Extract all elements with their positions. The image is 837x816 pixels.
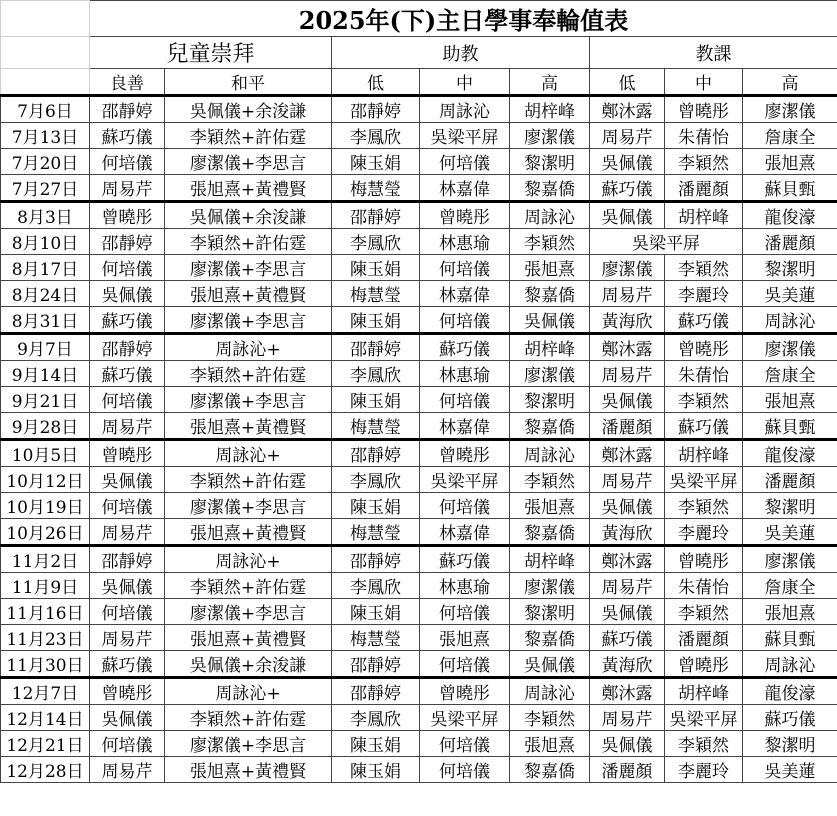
roster-cell: 李穎然 <box>665 149 743 175</box>
table-row <box>1 202 837 229</box>
roster-cell: 周易芹 <box>590 705 665 731</box>
roster-cell: 詹康全 <box>743 123 837 149</box>
date-cell: 8月3日 <box>1 202 90 229</box>
roster-cell: 李穎然 <box>665 255 743 281</box>
roster-cell: 張旭熹 <box>510 493 590 519</box>
roster-cell: 李穎然+許佑霆 <box>165 573 332 599</box>
date-cell: 12月14日 <box>1 705 90 731</box>
roster-cell: 吳梁平屏 <box>420 123 510 149</box>
table-row <box>1 123 837 149</box>
roster-cell: 詹康全 <box>743 573 837 599</box>
roster-cell: 曾曉彤 <box>90 202 165 229</box>
roster-cell: 周詠沁+ <box>165 440 332 467</box>
roster-cell: 鄭沐露 <box>590 334 665 361</box>
roster-cell: 周易芹 <box>90 625 165 651</box>
table-row <box>1 413 837 440</box>
roster-cell: 何培儀 <box>420 255 510 281</box>
roster-cell: 張旭熹 <box>420 625 510 651</box>
roster-cell: 邵靜婷 <box>332 334 420 361</box>
roster-cell: 龍俊濠 <box>743 202 837 229</box>
roster-cell: 李鳳欣 <box>332 229 420 255</box>
subheader-cell: 高 <box>510 69 590 96</box>
roster-cell: 周詠沁 <box>510 202 590 229</box>
roster-cell: 廖潔儀 <box>510 123 590 149</box>
roster-cell: 張旭熹 <box>743 599 837 625</box>
roster-cell: 陳玉娟 <box>332 255 420 281</box>
table-row <box>1 281 837 307</box>
roster-cell: 張旭熹+黃禮賢 <box>165 175 332 202</box>
roster-cell: 周易芹 <box>590 361 665 387</box>
roster-cell: 張旭熹 <box>510 731 590 757</box>
date-cell: 8月31日 <box>1 307 90 334</box>
roster-cell: 吳佩儀 <box>90 705 165 731</box>
roster-cell: 胡梓峰 <box>665 440 743 467</box>
roster-cell: 吳佩儀+余浚謙 <box>165 651 332 678</box>
roster-cell: 林嘉偉 <box>420 413 510 440</box>
table-row <box>1 149 837 175</box>
roster-cell: 曾曉彤 <box>665 651 743 678</box>
table-row <box>1 387 837 413</box>
roster-cell: 林惠瑜 <box>420 229 510 255</box>
corner-cell <box>1 1 90 37</box>
roster-cell: 黎潔明 <box>510 599 590 625</box>
roster-cell: 周詠沁 <box>510 440 590 467</box>
roster-cell: 黎嘉僑 <box>510 519 590 546</box>
roster-cell: 吳佩儀 <box>590 493 665 519</box>
roster-cell: 黎潔明 <box>743 731 837 757</box>
roster-cell: 張旭熹+黃禮賢 <box>165 519 332 546</box>
roster-cell: 廖潔儀 <box>510 361 590 387</box>
date-cell: 11月23日 <box>1 625 90 651</box>
roster-cell: 胡梓峰 <box>510 334 590 361</box>
roster-cell: 周詠沁 <box>743 307 837 334</box>
roster-cell: 邵靜婷 <box>332 678 420 705</box>
roster-cell: 曾曉彤 <box>665 96 743 123</box>
roster-cell: 曾曉彤 <box>665 546 743 573</box>
roster-cell: 龍俊濠 <box>743 678 837 705</box>
roster-cell: 吳佩儀 <box>590 731 665 757</box>
table-row <box>1 96 837 123</box>
roster-cell: 周易芹 <box>590 123 665 149</box>
roster-cell: 邵靜婷 <box>332 651 420 678</box>
roster-cell: 蘇巧儀 <box>590 625 665 651</box>
roster-cell: 胡梓峰 <box>665 678 743 705</box>
roster-cell: 何培儀 <box>90 387 165 413</box>
roster-cell: 潘麗顏 <box>665 175 743 202</box>
roster-cell: 陳玉娟 <box>332 599 420 625</box>
date-cell: 10月26日 <box>1 519 90 546</box>
roster-cell: 吳梁平屏 <box>665 705 743 731</box>
roster-cell: 何培儀 <box>90 493 165 519</box>
date-cell: 12月28日 <box>1 757 90 783</box>
roster-cell: 李穎然 <box>665 599 743 625</box>
roster-cell: 何培儀 <box>90 149 165 175</box>
roster-cell: 吳佩儀 <box>90 467 165 493</box>
table-row <box>1 731 837 757</box>
date-cell: 11月30日 <box>1 651 90 678</box>
date-cell: 11月9日 <box>1 573 90 599</box>
date-cell: 7月27日 <box>1 175 90 202</box>
roster-cell: 李穎然 <box>510 467 590 493</box>
roster-cell: 吳佩儀+余浚謙 <box>165 96 332 123</box>
corner-cell <box>1 37 90 69</box>
table-row <box>1 573 837 599</box>
roster-cell: 李穎然+許佑霆 <box>165 467 332 493</box>
roster-cell: 梅慧瑩 <box>332 625 420 651</box>
roster-cell: 周易芹 <box>590 281 665 307</box>
roster-cell: 吳佩儀 <box>590 599 665 625</box>
roster-cell: 周詠沁+ <box>165 546 332 573</box>
roster-cell: 邵靜婷 <box>332 546 420 573</box>
date-cell: 8月24日 <box>1 281 90 307</box>
roster-cell: 蘇巧儀 <box>420 546 510 573</box>
roster-cell: 潘麗顏 <box>590 413 665 440</box>
roster-cell: 黎嘉僑 <box>510 175 590 202</box>
roster-cell: 何培儀 <box>420 493 510 519</box>
roster-cell: 胡梓峰 <box>665 202 743 229</box>
roster-cell: 何培儀 <box>90 599 165 625</box>
roster-cell: 陳玉娟 <box>332 493 420 519</box>
table-row <box>1 599 837 625</box>
roster-cell: 黎嘉僑 <box>510 625 590 651</box>
table-row <box>1 651 837 678</box>
roster-cell: 周詠沁 <box>510 678 590 705</box>
roster-cell: 邵靜婷 <box>90 96 165 123</box>
roster-cell: 胡梓峰 <box>510 96 590 123</box>
roster-cell: 邵靜婷 <box>90 546 165 573</box>
roster-cell: 李鳳欣 <box>332 705 420 731</box>
roster-cell: 李穎然 <box>510 705 590 731</box>
roster-cell: 邵靜婷 <box>332 202 420 229</box>
roster-cell: 鄭沐露 <box>590 678 665 705</box>
roster-cell: 吳美蓮 <box>743 757 837 783</box>
roster-cell: 張旭熹 <box>743 149 837 175</box>
date-cell: 9月7日 <box>1 334 90 361</box>
table-row <box>1 546 837 573</box>
table-row <box>1 255 837 281</box>
roster-cell: 廖潔儀 <box>590 255 665 281</box>
roster-cell: 吳梁平屏 <box>665 467 743 493</box>
date-cell: 9月28日 <box>1 413 90 440</box>
table-row <box>1 625 837 651</box>
roster-cell: 李麗玲 <box>665 757 743 783</box>
subheader-cell: 高 <box>743 69 837 96</box>
subheader-cell: 中 <box>665 69 743 96</box>
date-cell: 8月10日 <box>1 229 90 255</box>
roster-cell: 李穎然+許佑霆 <box>165 229 332 255</box>
roster-cell: 胡梓峰 <box>510 546 590 573</box>
table-row <box>1 467 837 493</box>
roster-cell: 梅慧瑩 <box>332 413 420 440</box>
date-cell: 10月5日 <box>1 440 90 467</box>
table-row <box>1 493 837 519</box>
roster-cell: 曾曉彤 <box>420 202 510 229</box>
roster-cell: 陳玉娟 <box>332 307 420 334</box>
roster-cell: 周詠沁 <box>420 96 510 123</box>
date-cell: 11月16日 <box>1 599 90 625</box>
roster-cell: 周詠沁 <box>743 651 837 678</box>
roster-cell: 吳佩儀+余浚謙 <box>165 202 332 229</box>
roster-cell: 蘇貝甄 <box>743 175 837 202</box>
roster-cell: 朱蒨怡 <box>665 123 743 149</box>
roster-cell: 詹康全 <box>743 361 837 387</box>
table-row <box>1 175 837 202</box>
table-row <box>1 229 837 255</box>
roster-cell: 周詠沁+ <box>165 678 332 705</box>
roster-cell: 何培儀 <box>420 651 510 678</box>
table-row <box>1 705 837 731</box>
date-cell: 11月2日 <box>1 546 90 573</box>
roster-cell: 廖潔儀+李思言 <box>165 149 332 175</box>
roster-cell: 李穎然 <box>665 493 743 519</box>
roster-cell: 黎嘉僑 <box>510 413 590 440</box>
date-cell: 8月17日 <box>1 255 90 281</box>
corner-cell <box>1 69 90 96</box>
roster-cell: 鄭沐露 <box>590 546 665 573</box>
roster-cell: 張旭熹+黃禮賢 <box>165 413 332 440</box>
subheader-cell: 低 <box>590 69 665 96</box>
table-row <box>1 307 837 334</box>
roster-cell: 何培儀 <box>420 387 510 413</box>
date-cell: 7月20日 <box>1 149 90 175</box>
roster-cell: 何培儀 <box>90 255 165 281</box>
roster-cell: 曾曉彤 <box>665 334 743 361</box>
roster-cell: 黎潔明 <box>743 493 837 519</box>
roster-cell: 李穎然+許佑霆 <box>165 361 332 387</box>
roster-cell: 廖潔儀+李思言 <box>165 731 332 757</box>
roster-cell: 李鳳欣 <box>332 361 420 387</box>
subheader-cell: 良善 <box>90 69 165 96</box>
roster-cell: 蘇巧儀 <box>665 413 743 440</box>
roster-cell: 廖潔儀 <box>743 96 837 123</box>
date-cell: 12月7日 <box>1 678 90 705</box>
roster-cell: 黎潔明 <box>510 387 590 413</box>
roster-cell: 張旭熹 <box>510 255 590 281</box>
roster-cell: 李麗玲 <box>665 281 743 307</box>
roster-cell: 吳佩儀 <box>590 149 665 175</box>
date-cell: 10月19日 <box>1 493 90 519</box>
roster-cell: 廖潔儀+李思言 <box>165 255 332 281</box>
table-row <box>1 361 837 387</box>
roster-cell: 周易芹 <box>90 413 165 440</box>
group-children-worship: 兒童崇拜 <box>90 37 332 69</box>
roster-cell: 曾曉彤 <box>90 440 165 467</box>
roster-cell: 李穎然+許佑霆 <box>165 123 332 149</box>
roster-cell: 黃海欣 <box>590 307 665 334</box>
roster-cell: 周易芹 <box>90 175 165 202</box>
page-title: 2025年(下)主日學事奉輪值表 <box>90 1 837 37</box>
roster-cell: 潘麗顏 <box>743 229 837 255</box>
roster-cell: 潘麗顏 <box>590 757 665 783</box>
roster-cell-merged: 吳梁平屏 <box>590 229 743 255</box>
roster-cell: 陳玉娟 <box>332 757 420 783</box>
roster-cell: 鄭沐露 <box>590 440 665 467</box>
roster-cell: 曾曉彤 <box>420 440 510 467</box>
roster-cell: 李穎然 <box>665 387 743 413</box>
roster-cell: 朱蒨怡 <box>665 361 743 387</box>
roster-cell: 林嘉偉 <box>420 281 510 307</box>
roster-cell: 黃海欣 <box>590 651 665 678</box>
roster-cell: 蘇貝甄 <box>743 413 837 440</box>
roster-cell: 吳佩儀 <box>590 387 665 413</box>
subheader-cell: 和平 <box>165 69 332 96</box>
roster-cell: 李鳳欣 <box>332 467 420 493</box>
roster-cell: 周詠沁+ <box>165 334 332 361</box>
roster-cell: 蘇巧儀 <box>90 123 165 149</box>
roster-cell: 陳玉娟 <box>332 387 420 413</box>
date-cell: 9月14日 <box>1 361 90 387</box>
roster-cell: 李鳳欣 <box>332 573 420 599</box>
date-cell: 10月12日 <box>1 467 90 493</box>
roster-cell: 黎嘉僑 <box>510 281 590 307</box>
roster-cell: 何培儀 <box>90 731 165 757</box>
roster-cell: 林惠瑜 <box>420 573 510 599</box>
roster-cell: 何培儀 <box>420 731 510 757</box>
roster-cell: 廖潔儀+李思言 <box>165 599 332 625</box>
roster-cell: 吳佩儀 <box>90 573 165 599</box>
roster-cell: 吳佩儀 <box>510 651 590 678</box>
roster-cell: 黎潔明 <box>743 255 837 281</box>
roster-cell: 林嘉偉 <box>420 519 510 546</box>
roster-cell: 黎嘉僑 <box>510 757 590 783</box>
roster-cell: 周易芹 <box>590 467 665 493</box>
table-row <box>1 334 837 361</box>
roster-cell: 吳梁平屏 <box>420 467 510 493</box>
subheader-cell: 低 <box>332 69 420 96</box>
roster-cell: 何培儀 <box>420 149 510 175</box>
roster-cell: 邵靜婷 <box>332 96 420 123</box>
date-cell: 7月13日 <box>1 123 90 149</box>
roster-cell: 蘇巧儀 <box>420 334 510 361</box>
roster-cell: 何培儀 <box>420 757 510 783</box>
roster-cell: 張旭熹+黃禮賢 <box>165 625 332 651</box>
group-assistant: 助教 <box>332 37 590 69</box>
roster-cell: 何培儀 <box>420 599 510 625</box>
roster-cell: 吳梁平屏 <box>420 705 510 731</box>
roster-cell: 林惠瑜 <box>420 361 510 387</box>
roster-cell: 邵靜婷 <box>332 440 420 467</box>
roster-cell: 廖潔儀 <box>743 334 837 361</box>
roster-cell: 吳美蓮 <box>743 281 837 307</box>
roster-cell: 蘇巧儀 <box>590 175 665 202</box>
roster-cell: 李穎然 <box>665 731 743 757</box>
roster-cell: 梅慧瑩 <box>332 519 420 546</box>
table-row <box>1 519 837 546</box>
table-row <box>1 440 837 467</box>
date-cell: 12月21日 <box>1 731 90 757</box>
roster-cell: 邵靜婷 <box>90 334 165 361</box>
roster-cell: 李麗玲 <box>665 519 743 546</box>
roster-cell: 吳佩儀 <box>510 307 590 334</box>
roster-cell: 鄭沐露 <box>590 96 665 123</box>
roster-cell: 黃海欣 <box>590 519 665 546</box>
roster-cell: 梅慧瑩 <box>332 281 420 307</box>
roster-cell: 張旭熹+黃禮賢 <box>165 281 332 307</box>
roster-cell: 張旭熹+黃禮賢 <box>165 757 332 783</box>
roster-cell: 李鳳欣 <box>332 123 420 149</box>
roster-cell: 蘇巧儀 <box>90 361 165 387</box>
roster-cell: 陳玉娟 <box>332 731 420 757</box>
roster-cell: 蘇巧儀 <box>665 307 743 334</box>
roster-cell: 李穎然 <box>510 229 590 255</box>
table-row <box>1 678 837 705</box>
roster-cell: 廖潔儀+李思言 <box>165 387 332 413</box>
roster-cell: 廖潔儀+李思言 <box>165 493 332 519</box>
roster-cell: 朱蒨怡 <box>665 573 743 599</box>
roster-cell: 廖潔儀 <box>510 573 590 599</box>
roster-cell: 蘇巧儀 <box>743 705 837 731</box>
roster-cell: 黎潔明 <box>510 149 590 175</box>
roster-cell: 吳佩儀 <box>590 202 665 229</box>
roster-cell: 廖潔儀+李思言 <box>165 307 332 334</box>
roster-cell: 龍俊濠 <box>743 440 837 467</box>
roster-cell: 梅慧瑩 <box>332 175 420 202</box>
roster-cell: 曾曉彤 <box>420 678 510 705</box>
roster-cell: 吳美蓮 <box>743 519 837 546</box>
roster-cell: 邵靜婷 <box>90 229 165 255</box>
roster-cell: 張旭熹 <box>743 387 837 413</box>
date-cell: 9月21日 <box>1 387 90 413</box>
subheader-cell: 中 <box>420 69 510 96</box>
roster-cell: 周易芹 <box>90 519 165 546</box>
roster-cell: 周易芹 <box>90 757 165 783</box>
roster-cell: 林嘉偉 <box>420 175 510 202</box>
roster-cell: 吳佩儀 <box>90 281 165 307</box>
roster-cell: 潘麗顏 <box>665 625 743 651</box>
roster-cell: 陳玉娟 <box>332 149 420 175</box>
table-row <box>1 757 837 783</box>
date-cell: 7月6日 <box>1 96 90 123</box>
roster-cell: 周易芹 <box>590 573 665 599</box>
roster-cell: 潘麗顏 <box>743 467 837 493</box>
roster-cell: 蘇巧儀 <box>90 651 165 678</box>
group-teaching: 教課 <box>590 37 837 69</box>
roster-cell: 廖潔儀 <box>743 546 837 573</box>
roster-cell: 何培儀 <box>420 307 510 334</box>
roster-cell: 蘇貝甄 <box>743 625 837 651</box>
roster-cell: 曾曉彤 <box>90 678 165 705</box>
roster-cell: 蘇巧儀 <box>90 307 165 334</box>
roster-cell: 李穎然+許佑霆 <box>165 705 332 731</box>
